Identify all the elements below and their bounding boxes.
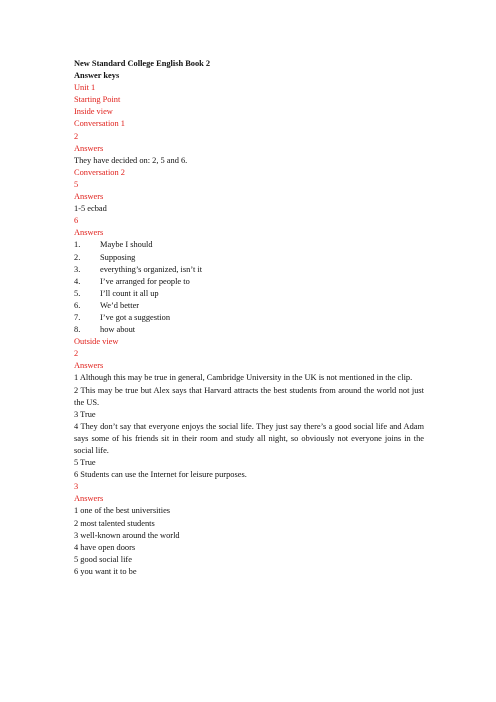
list-item (74, 239, 424, 251)
answer-paragraph: 4 They don’t say that everyone enjoys the social life. They just say there’s a good social life and Adam says some of his friends sit in their room and study all night, so obviously not everyone joins in the social life. (74, 421, 424, 455)
document-title: New Standard College English Book 2 (74, 59, 211, 68)
list-item-text: I’ve got a suggestion (100, 312, 171, 322)
list-item-text: Maybe I should (100, 240, 153, 250)
exercise-number: 3 (74, 482, 79, 492)
answer-line: 1 one of the best universities (74, 506, 171, 516)
list-item (74, 324, 424, 336)
exercise-number: 2 (74, 131, 79, 141)
list-item-number: 1. (74, 240, 81, 250)
answers-label: Answers (74, 192, 104, 202)
answer-paragraph: 2 This may be true but Alex says that Harvard attracts the best students from around the world not just the US. (74, 385, 424, 407)
answers-label: Answers (74, 228, 104, 238)
section-heading-starting-point: Starting Point (74, 95, 121, 105)
answer-line: 2 most talented students (74, 518, 155, 528)
answer-text: 1-5 ecbad (74, 204, 107, 214)
document-content (74, 58, 424, 578)
answers-label: Answers (74, 361, 104, 371)
answer-paragraph: 6 Students can use the Internet for leisure purposes. (74, 470, 247, 480)
list-item-text: how about (100, 325, 136, 335)
answers-label: Answers (74, 494, 104, 504)
list-item-number: 6. (74, 300, 81, 310)
answers-label: Answers (74, 143, 104, 153)
document-subtitle: Answer keys (74, 71, 120, 81)
list-item (74, 312, 424, 324)
unit-heading: Unit 1 (74, 83, 96, 93)
exercise-number: 5 (74, 179, 79, 189)
list-item-number: 7. (74, 312, 81, 322)
section-heading-inside-view: Inside view (74, 107, 113, 117)
answer-text: They have decided on: 2, 5 and 6. (74, 155, 188, 165)
list-item-number: 2. (74, 252, 81, 262)
list-item (74, 288, 424, 300)
list-item-number: 4. (74, 276, 81, 286)
answer-line: 6 you want it to be (74, 566, 137, 576)
exercise-number: 2 (74, 349, 79, 359)
section-heading-outside-view: Outside view (74, 337, 119, 347)
answer-line: 4 have open doors (74, 542, 136, 552)
conversation-2-heading: Conversation 2 (74, 167, 125, 177)
list-item-text: I’ve arranged for people to (100, 276, 190, 286)
list-item-text: everything’s organized, isn’t it (100, 264, 203, 274)
conversation-1-heading: Conversation 1 (74, 119, 125, 129)
list-item-number: 3. (74, 264, 81, 274)
list-item (74, 300, 424, 312)
list-item-number: 8. (74, 325, 81, 335)
list-item-text: Supposing (100, 252, 136, 262)
answer-paragraph: 1 Although this may be true in general, Cambridge University in the UK is not mentioned in the clip. (74, 373, 413, 383)
exercise-number: 6 (74, 216, 79, 226)
list-item (74, 264, 424, 276)
numbered-answer-list (74, 239, 424, 336)
answer-line: 5 good social life (74, 554, 132, 564)
answer-paragraph: 5 True (74, 458, 96, 468)
answer-line: 3 well-known around the world (74, 530, 180, 540)
list-item (74, 276, 424, 288)
answer-paragraph: 3 True (74, 409, 96, 419)
list-item-text: I’ll count it all up (100, 288, 159, 298)
list-item (74, 252, 424, 264)
list-item-text: We’d better (100, 300, 140, 310)
list-item-number: 5. (74, 288, 81, 298)
